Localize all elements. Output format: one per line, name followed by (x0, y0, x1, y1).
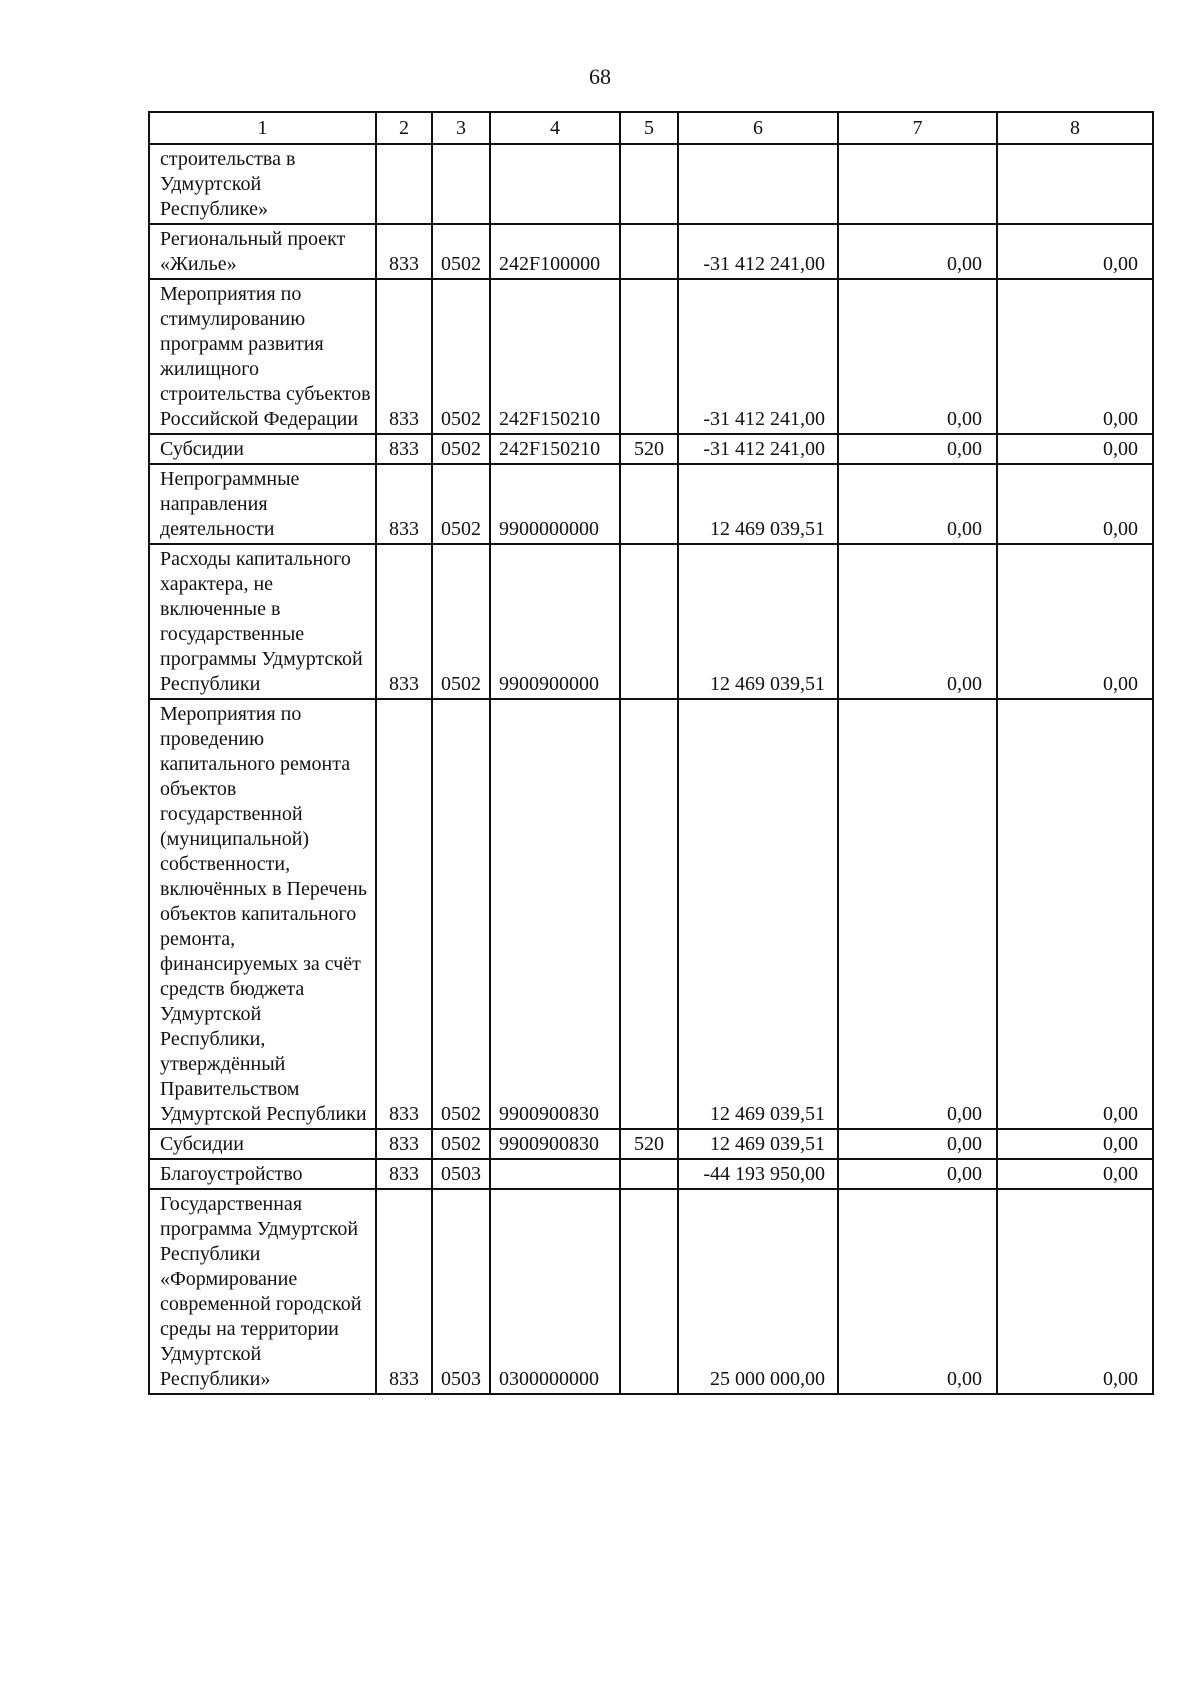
ministry-code: 833 (376, 1189, 432, 1394)
table-row (149, 224, 1153, 279)
header-cell: 6 (678, 112, 838, 144)
amount-col6 (678, 144, 838, 224)
row-name: Непрограммные направления деятельности (149, 464, 376, 544)
amount-col7: 0,00 (838, 1159, 997, 1189)
expense-type-code (620, 224, 678, 279)
target-article-code: 9900900000 (490, 544, 620, 699)
header-cell: 5 (620, 112, 678, 144)
amount-col8 (997, 144, 1153, 224)
row-name: Расходы капитального характера, не включенные в государственные программы Удмуртской Республики (149, 544, 376, 699)
amount-col6: 25 000 000,00 (678, 1189, 838, 1394)
amount-col6: 12 469 039,51 (678, 699, 838, 1129)
amount-col8: 0,00 (997, 224, 1153, 279)
amount-col8: 0,00 (997, 1189, 1153, 1394)
amount-col6: 12 469 039,51 (678, 464, 838, 544)
amount-col7: 0,00 (838, 279, 997, 434)
expense-type-code: 520 (620, 434, 678, 464)
table-row (149, 279, 1153, 434)
target-article-code: 9900000000 (490, 464, 620, 544)
expense-type-code (620, 464, 678, 544)
section-code: 0503 (432, 1189, 490, 1394)
amount-col8: 0,00 (997, 434, 1153, 464)
section-code: 0502 (432, 279, 490, 434)
ministry-code: 833 (376, 1129, 432, 1159)
row-name: Благоустройство (149, 1159, 376, 1189)
section-code: 0502 (432, 434, 490, 464)
section-code: 0502 (432, 544, 490, 699)
header-cell: 8 (997, 112, 1153, 144)
ministry-code: 833 (376, 544, 432, 699)
ministry-code: 833 (376, 699, 432, 1129)
target-article-code: 242F100000 (490, 224, 620, 279)
header-cell: 2 (376, 112, 432, 144)
amount-col8: 0,00 (997, 279, 1153, 434)
section-code: 0502 (432, 464, 490, 544)
amount-col8: 0,00 (997, 464, 1153, 544)
row-name: Субсидии (149, 434, 376, 464)
amount-col6: -44 193 950,00 (678, 1159, 838, 1189)
amount-col6: -31 412 241,00 (678, 224, 838, 279)
table-header-row (149, 112, 1153, 144)
header-cell: 4 (490, 112, 620, 144)
header-cell: 7 (838, 112, 997, 144)
row-name: Государственная программа Удмуртской Республики «Формирование современной городской среды на территории Удмуртской Республики» (149, 1189, 376, 1394)
amount-col6: 12 469 039,51 (678, 544, 838, 699)
budget-table (148, 111, 1154, 1395)
expense-type-code: 520 (620, 1129, 678, 1159)
amount-col8: 0,00 (997, 544, 1153, 699)
amount-col7: 0,00 (838, 434, 997, 464)
row-name: Субсидии (149, 1129, 376, 1159)
amount-col7: 0,00 (838, 1129, 997, 1159)
header-cell: 3 (432, 112, 490, 144)
row-name: строительства в Удмуртской Республике» (149, 144, 376, 224)
amount-col6: -31 412 241,00 (678, 279, 838, 434)
ministry-code (376, 144, 432, 224)
target-article-code: 242F150210 (490, 279, 620, 434)
target-article-code: 9900900830 (490, 1129, 620, 1159)
table-row (149, 434, 1153, 464)
table-row (149, 1189, 1153, 1394)
amount-col7: 0,00 (838, 1189, 997, 1394)
amount-col8: 0,00 (997, 1159, 1153, 1189)
ministry-code: 833 (376, 434, 432, 464)
table-row (149, 699, 1153, 1129)
page-number: 68 (589, 64, 611, 89)
amount-col7: 0,00 (838, 464, 997, 544)
amount-col6: 12 469 039,51 (678, 1129, 838, 1159)
amount-col7: 0,00 (838, 544, 997, 699)
ministry-code: 833 (376, 224, 432, 279)
target-article-code: 242F150210 (490, 434, 620, 464)
ministry-code: 833 (376, 1159, 432, 1189)
amount-col7 (838, 144, 997, 224)
row-name: Региональный проект «Жилье» (149, 224, 376, 279)
ministry-code: 833 (376, 279, 432, 434)
amount-col6: -31 412 241,00 (678, 434, 838, 464)
section-code: 0502 (432, 699, 490, 1129)
header-cell: 1 (149, 112, 376, 144)
expense-type-code (620, 544, 678, 699)
table-row (149, 544, 1153, 699)
section-code: 0502 (432, 1129, 490, 1159)
amount-col7: 0,00 (838, 224, 997, 279)
table-row (149, 1159, 1153, 1189)
section-code: 0503 (432, 1159, 490, 1189)
expense-type-code (620, 699, 678, 1129)
target-article-code: 0300000000 (490, 1189, 620, 1394)
ministry-code: 833 (376, 464, 432, 544)
expense-type-code (620, 279, 678, 434)
table-row (149, 464, 1153, 544)
row-name: Мероприятия по проведению капитального ремонта объектов государственной (муниципальной) собственности, включённых в Перечень объектов капитального ремонта, финансируемых за счёт средств бюджета Удмуртской Республики, утверждённый Правительством Удмуртской Республики (149, 699, 376, 1129)
table-row (149, 1129, 1153, 1159)
target-article-code: 9900900830 (490, 699, 620, 1129)
expense-type-code (620, 144, 678, 224)
target-article-code (490, 1159, 620, 1189)
expense-type-code (620, 1159, 678, 1189)
amount-col8: 0,00 (997, 1129, 1153, 1159)
section-code: 0502 (432, 224, 490, 279)
amount-col7: 0,00 (838, 699, 997, 1129)
target-article-code (490, 144, 620, 224)
expense-type-code (620, 1189, 678, 1394)
row-name: Мероприятия по стимулированию программ развития жилищного строительства субъектов Российской Федерации (149, 279, 376, 434)
section-code (432, 144, 490, 224)
amount-col8: 0,00 (997, 699, 1153, 1129)
table-row (149, 144, 1153, 224)
